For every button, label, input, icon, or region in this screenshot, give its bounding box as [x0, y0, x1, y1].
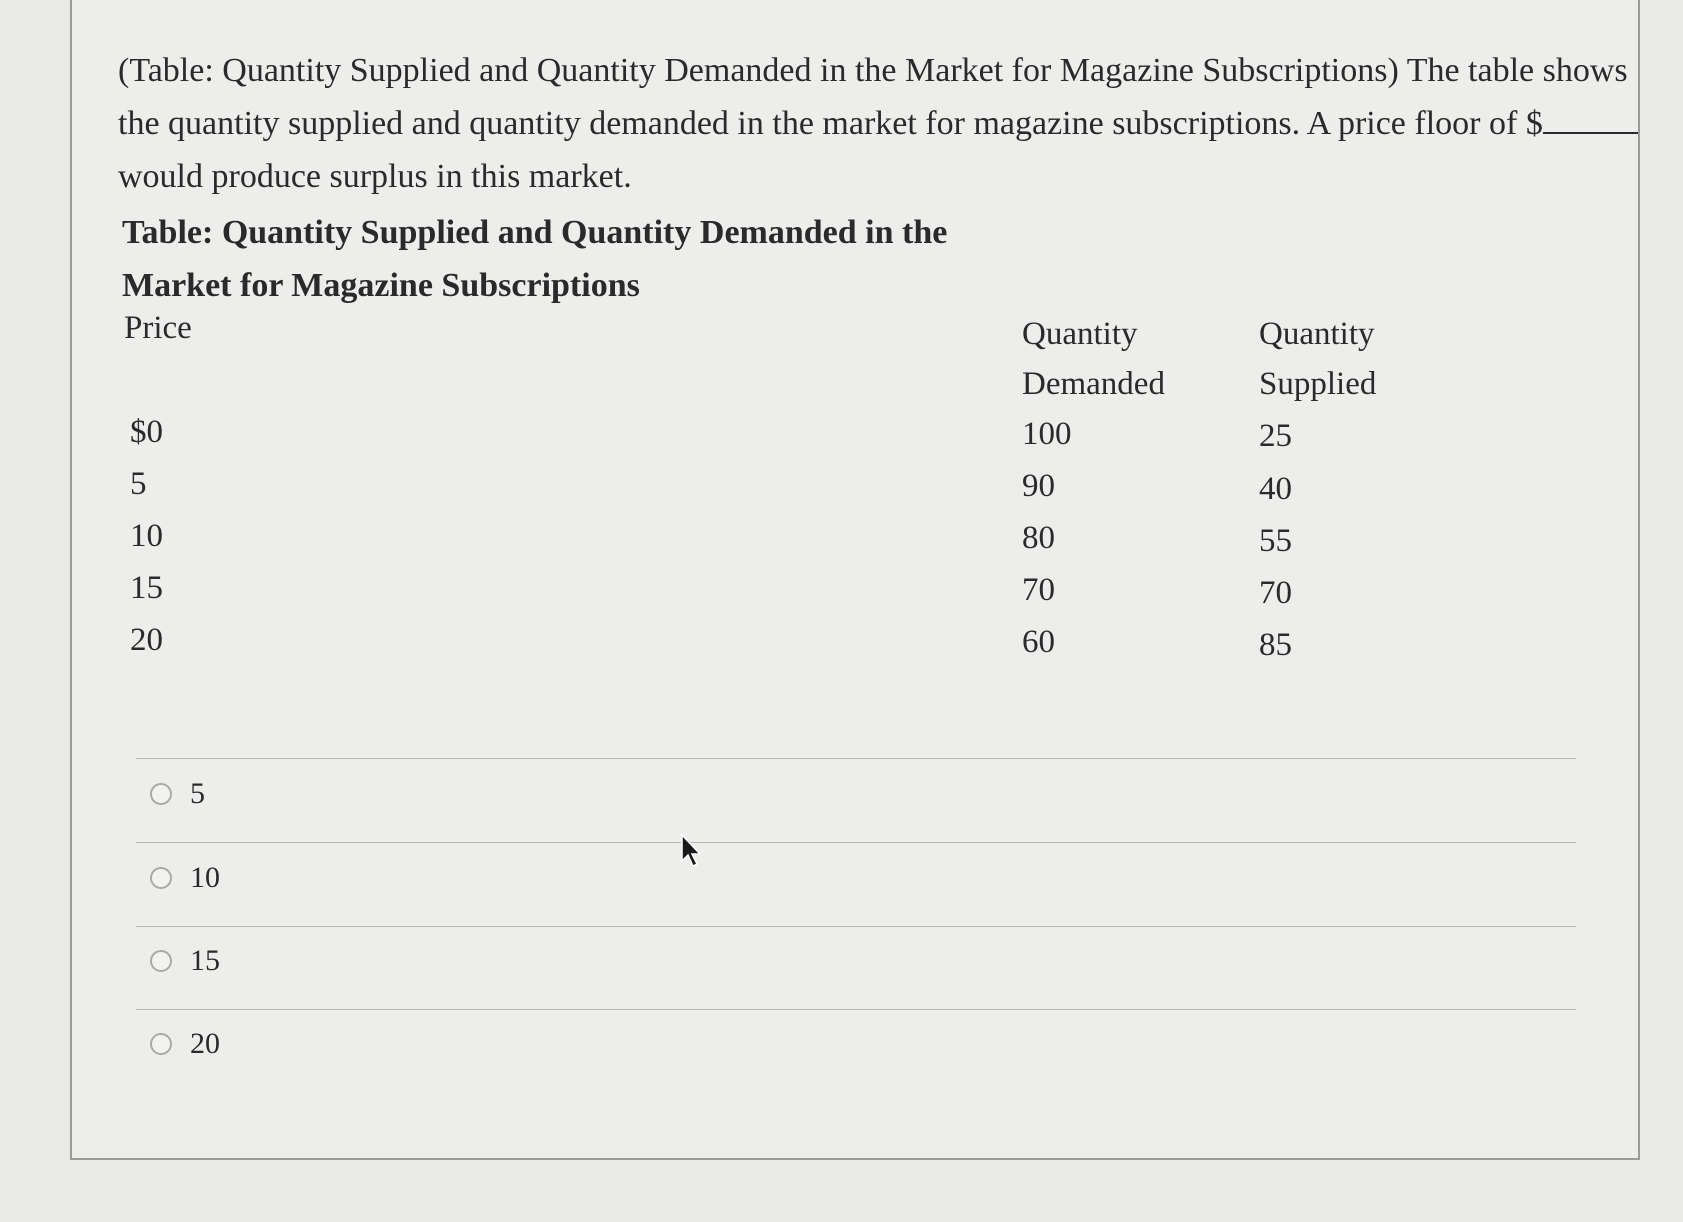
table-cell-price: 5	[130, 466, 147, 502]
answer-option-5[interactable]	[150, 774, 205, 814]
answer-option-15[interactable]	[150, 941, 220, 981]
radio-unselected-icon[interactable]	[150, 1033, 172, 1055]
question-card	[70, 0, 1640, 1160]
option-divider	[136, 758, 1576, 759]
option-divider	[136, 842, 1576, 843]
answer-option-label: 10	[190, 861, 220, 894]
table-cell-demanded: 100	[1022, 416, 1072, 452]
table-cell-demanded: 90	[1022, 468, 1055, 504]
question-text-after-blank: would produce surplus in this market.	[118, 158, 632, 195]
table-cell-price: $0	[130, 414, 163, 450]
radio-unselected-icon[interactable]	[150, 867, 172, 889]
table-cell-demanded: 60	[1022, 624, 1055, 660]
option-divider	[136, 926, 1576, 927]
table-cell-supplied: 55	[1259, 523, 1292, 559]
table-title-line1: Table: Quantity Supplied and Quantity Demanded in the	[122, 214, 948, 251]
answer-option-label: 20	[190, 1027, 220, 1060]
table-cell-supplied: 70	[1259, 575, 1292, 611]
answer-option-20[interactable]	[150, 1024, 220, 1064]
mouse-pointer-icon	[680, 833, 704, 869]
question-text	[118, 44, 1658, 203]
table-cell-price: 20	[130, 622, 163, 658]
table-cell-price: 10	[130, 518, 163, 554]
table-cell-demanded: 80	[1022, 520, 1055, 556]
table-cell-supplied: 85	[1259, 627, 1292, 663]
radio-unselected-icon[interactable]	[150, 783, 172, 805]
question-text-before-blank: (Table: Quantity Supplied and Quantity Demanded in the Market for Magazine Subscriptions) The table shows the quantity supplied and quantity demanded in the market for magazine subscriptions. A price floor of $	[118, 52, 1628, 142]
table-cell-supplied: 40	[1259, 471, 1292, 507]
table-title-line2: Market for Magazine Subscriptions	[122, 267, 640, 304]
header-supplied-line1: Quantity	[1259, 316, 1375, 352]
header-demanded-line2: Demanded	[1022, 366, 1165, 402]
answer-option-10[interactable]	[150, 858, 220, 898]
table-cell-demanded: 70	[1022, 572, 1055, 608]
table-title	[122, 206, 1022, 312]
option-divider	[136, 1009, 1576, 1010]
table-cell-price: 15	[130, 570, 163, 606]
header-demanded-line1: Quantity	[1022, 316, 1138, 352]
answer-option-label: 15	[190, 944, 220, 977]
answer-option-label: 5	[190, 777, 205, 810]
radio-unselected-icon[interactable]	[150, 950, 172, 972]
header-price: Price	[124, 310, 192, 346]
table-cell-supplied: 25	[1259, 418, 1292, 454]
header-supplied-line2: Supplied	[1259, 366, 1377, 402]
answer-blank	[1543, 102, 1638, 134]
